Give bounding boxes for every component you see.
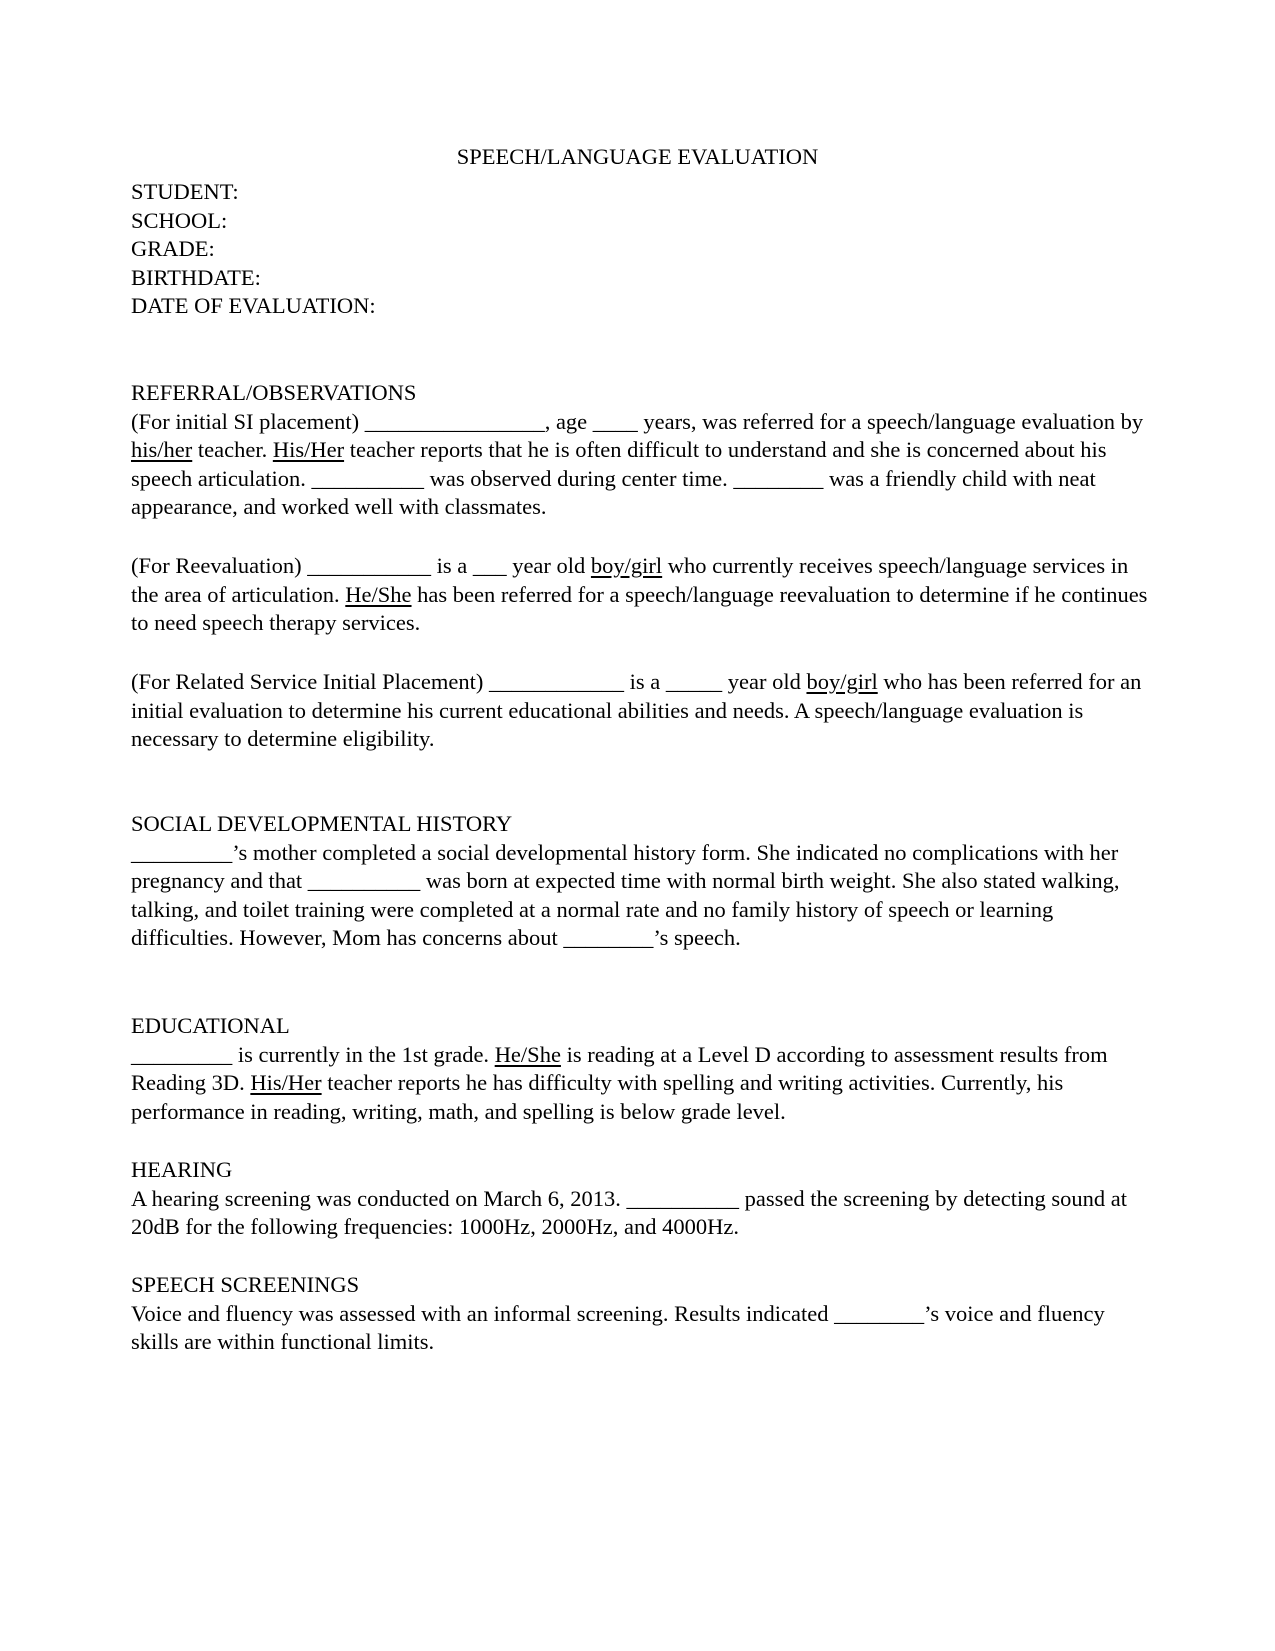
- social-history-section: [131, 810, 1151, 953]
- related-text-1: (For Related Service Initial Placement) ____________ is a _____ year old: [131, 669, 807, 694]
- student-info-fields: [131, 178, 1151, 321]
- referral-section: [131, 379, 1151, 522]
- educational-paragraph: [131, 1041, 1151, 1127]
- speech-screenings-section: [131, 1271, 1151, 1357]
- initial-pronoun-1: his/her: [131, 437, 193, 462]
- initial-text-1: (For initial SI placement) ________________, age ____ years, was referred for a speech/language evaluation by: [131, 408, 1144, 434]
- related-text-2: who has been referred for an initial evaluation to determine his current educational abilities and needs. A speech/language evaluation is necessary to determine eligibility.: [131, 669, 1142, 751]
- birthdate-field-label: BIRTHDATE:: [131, 264, 261, 290]
- evaluation-date-field-label: DATE OF EVALUATION:: [131, 293, 376, 318]
- edu-pronoun-1: He/She: [494, 1041, 561, 1067]
- speech-screenings-paragraph: Voice and fluency was assessed with an informal screening. Results indicated ________’s voice and fluency skills are within functional limits.: [131, 1300, 1105, 1354]
- hearing-section: [131, 1156, 1151, 1242]
- reeval-gender: boy/girl: [590, 553, 663, 578]
- edu-pronoun-2: His/Her: [250, 1070, 322, 1095]
- related-service-section: [131, 668, 1151, 754]
- speech-screenings-heading: SPEECH SCREENINGS: [131, 1272, 360, 1297]
- hearing-heading: HEARING: [131, 1157, 233, 1182]
- initial-pronoun-2: His/Her: [272, 437, 345, 462]
- referral-heading: REFERRAL/OBSERVATIONS: [131, 380, 417, 405]
- edu-text-1: _________ is currently in the 1st grade.: [131, 1041, 495, 1067]
- social-history-paragraph: _________’s mother completed a social developmental history form. She indicated no complications with her pregnancy and that __________ was born at expected time with normal birth weight. She also stated walking, talking, and toilet training were completed at a normal rate and no family history of speech or learning difficulties. However, Mom has concerns about ________’s speech.: [131, 839, 1120, 950]
- initial-text-3: teacher reports that he is often difficult to understand and she is concerned about his speech articulation. __________ was observed during center time. ________ was a friendly child with neat appearance, and worked well with classmates.: [131, 437, 1107, 519]
- grade-field-label: GRADE:: [131, 236, 215, 261]
- educational-heading: EDUCATIONAL: [131, 1013, 290, 1038]
- related-gender: boy/girl: [806, 669, 878, 694]
- reeval-text-2: who currently receives speech/language services in the area of articulation.: [131, 553, 1129, 607]
- reevaluation-section: [131, 552, 1151, 638]
- document-title: SPEECH/LANGUAGE EVALUATION: [456, 144, 819, 169]
- reeval-pronoun: He/She: [345, 581, 412, 607]
- edu-text-2: is reading at a Level D according to assessment results from Reading 3D.: [131, 1041, 1108, 1095]
- student-field-label: STUDENT:: [131, 179, 239, 204]
- reeval-text-1: (For Reevaluation) ___________ is a ___ year old: [131, 553, 591, 578]
- edu-text-3: teacher reports he has difficulty with spelling and writing activities. Currently, his performance in reading, writing, math, and spelling is below grade level.: [131, 1070, 1064, 1124]
- initial-placement-paragraph: [131, 408, 1151, 522]
- reeval-text-3: has been referred for a speech/language reevaluation to determine if he continues to need speech therapy services.: [131, 581, 1148, 635]
- related-service-paragraph: [131, 668, 1151, 754]
- initial-text-2: teacher.: [192, 437, 273, 462]
- reevaluation-paragraph: [131, 552, 1151, 638]
- social-history-heading: SOCIAL DEVELOPMENTAL HISTORY: [131, 811, 513, 836]
- hearing-paragraph: A hearing screening was conducted on March 6, 2013. __________ passed the screening by detecting sound at 20dB for the following frequencies: 1000Hz, 2000Hz, and 4000Hz.: [131, 1185, 1127, 1239]
- school-field-label: SCHOOL:: [131, 207, 228, 233]
- educational-section: [131, 1012, 1151, 1126]
